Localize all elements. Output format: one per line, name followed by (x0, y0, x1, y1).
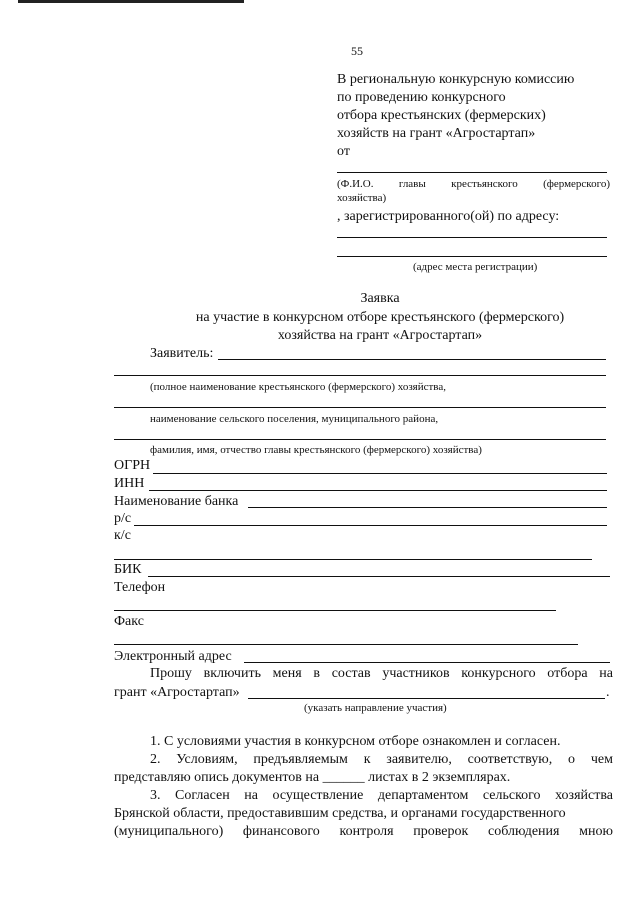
item-2-line-1: 2. Условиям, предъявляемым к заявителю, соответствую, о чем (150, 752, 613, 767)
bik-field[interactable] (148, 576, 610, 577)
rs-field[interactable] (134, 525, 607, 526)
address-line-1[interactable] (337, 237, 607, 238)
ogrn-field[interactable] (153, 473, 607, 474)
rs-label: р/с (114, 511, 132, 526)
fio-caption: (Ф.И.О. главы крестьянского (фермерского) (337, 178, 610, 190)
addressee-line-1: В региональную конкурсную комиссию (337, 72, 575, 87)
phone-label: Телефон (114, 580, 166, 595)
caption-settlement: наименование сельского поселения, муниципального района, (150, 413, 439, 425)
fax-field[interactable] (114, 644, 578, 645)
addressee-line-2: по проведению конкурсного (337, 90, 506, 105)
addressee-line-4: хозяйств на грант «Агростартап» (337, 126, 536, 141)
addressee-line-3: отбора крестьянских (фермерских) (337, 108, 546, 123)
request-line-2: грант «Агростартап» (114, 685, 240, 700)
applicant-line[interactable] (218, 359, 606, 360)
email-field[interactable] (244, 662, 610, 663)
caption-head: фамилия, имя, отчество главы крестьянского (фермерского) хозяйства) (150, 444, 482, 456)
title-line-1: Заявка (360, 291, 400, 306)
registered-text: , зарегистрированного(ой) по адресу: (337, 209, 560, 224)
phone-field[interactable] (114, 610, 556, 611)
direction-caption: (указать направление участия) (304, 702, 447, 714)
applicant-label: Заявитель: (150, 346, 214, 361)
bank-field[interactable] (248, 507, 607, 508)
bik-label: БИК (114, 562, 142, 577)
ks-field[interactable] (114, 559, 592, 560)
title-line-3: хозяйства на грант «Агростартап» (277, 328, 483, 343)
bank-label: Наименование банка (114, 494, 239, 509)
inn-field[interactable] (149, 490, 607, 491)
head-line[interactable] (114, 439, 606, 440)
fio-caption-2: хозяйства) (337, 192, 387, 204)
email-label: Электронный адрес (114, 649, 232, 664)
item-3-line-1: 3. Согласен на осуществление департаментом сельского хозяйства (150, 788, 613, 803)
item-2-line-2: представляю опись документов на ______ листах в 2 экземплярах. (114, 770, 511, 785)
page-number: 55 (351, 44, 363, 58)
ks-label: к/с (114, 528, 131, 543)
applicant-line-2[interactable] (114, 375, 606, 376)
item-3-line-2: Брянской области, предоставившим средства, и органами государственного (114, 806, 566, 821)
ogrn-label: ОГРН (114, 458, 151, 473)
settlement-line[interactable] (114, 407, 606, 408)
request-period: . (606, 685, 610, 700)
item-3-line-3: (муниципального) финансового контроля проверок соблюдения мною (114, 824, 613, 839)
item-1: 1. С условиями участия в конкурсном отборе ознакомлен и согласен. (150, 734, 561, 749)
addressee-from: от (337, 144, 350, 159)
request-line-1: Прошу включить меня в состав участников конкурсного отбора на (150, 666, 613, 681)
title-line-2: на участие в конкурсном отборе крестьянского (фермерского) (195, 310, 565, 325)
top-rule (18, 0, 244, 3)
direction-field[interactable] (248, 698, 605, 699)
fax-label: Факс (114, 614, 144, 629)
caption-full-name: (полное наименование крестьянского (фермерского) хозяйства, (150, 381, 446, 393)
inn-label: ИНН (114, 476, 145, 491)
address-line-2[interactable] (337, 256, 607, 257)
fio-line[interactable] (337, 172, 607, 173)
address-caption: (адрес места регистрации) (413, 261, 538, 273)
